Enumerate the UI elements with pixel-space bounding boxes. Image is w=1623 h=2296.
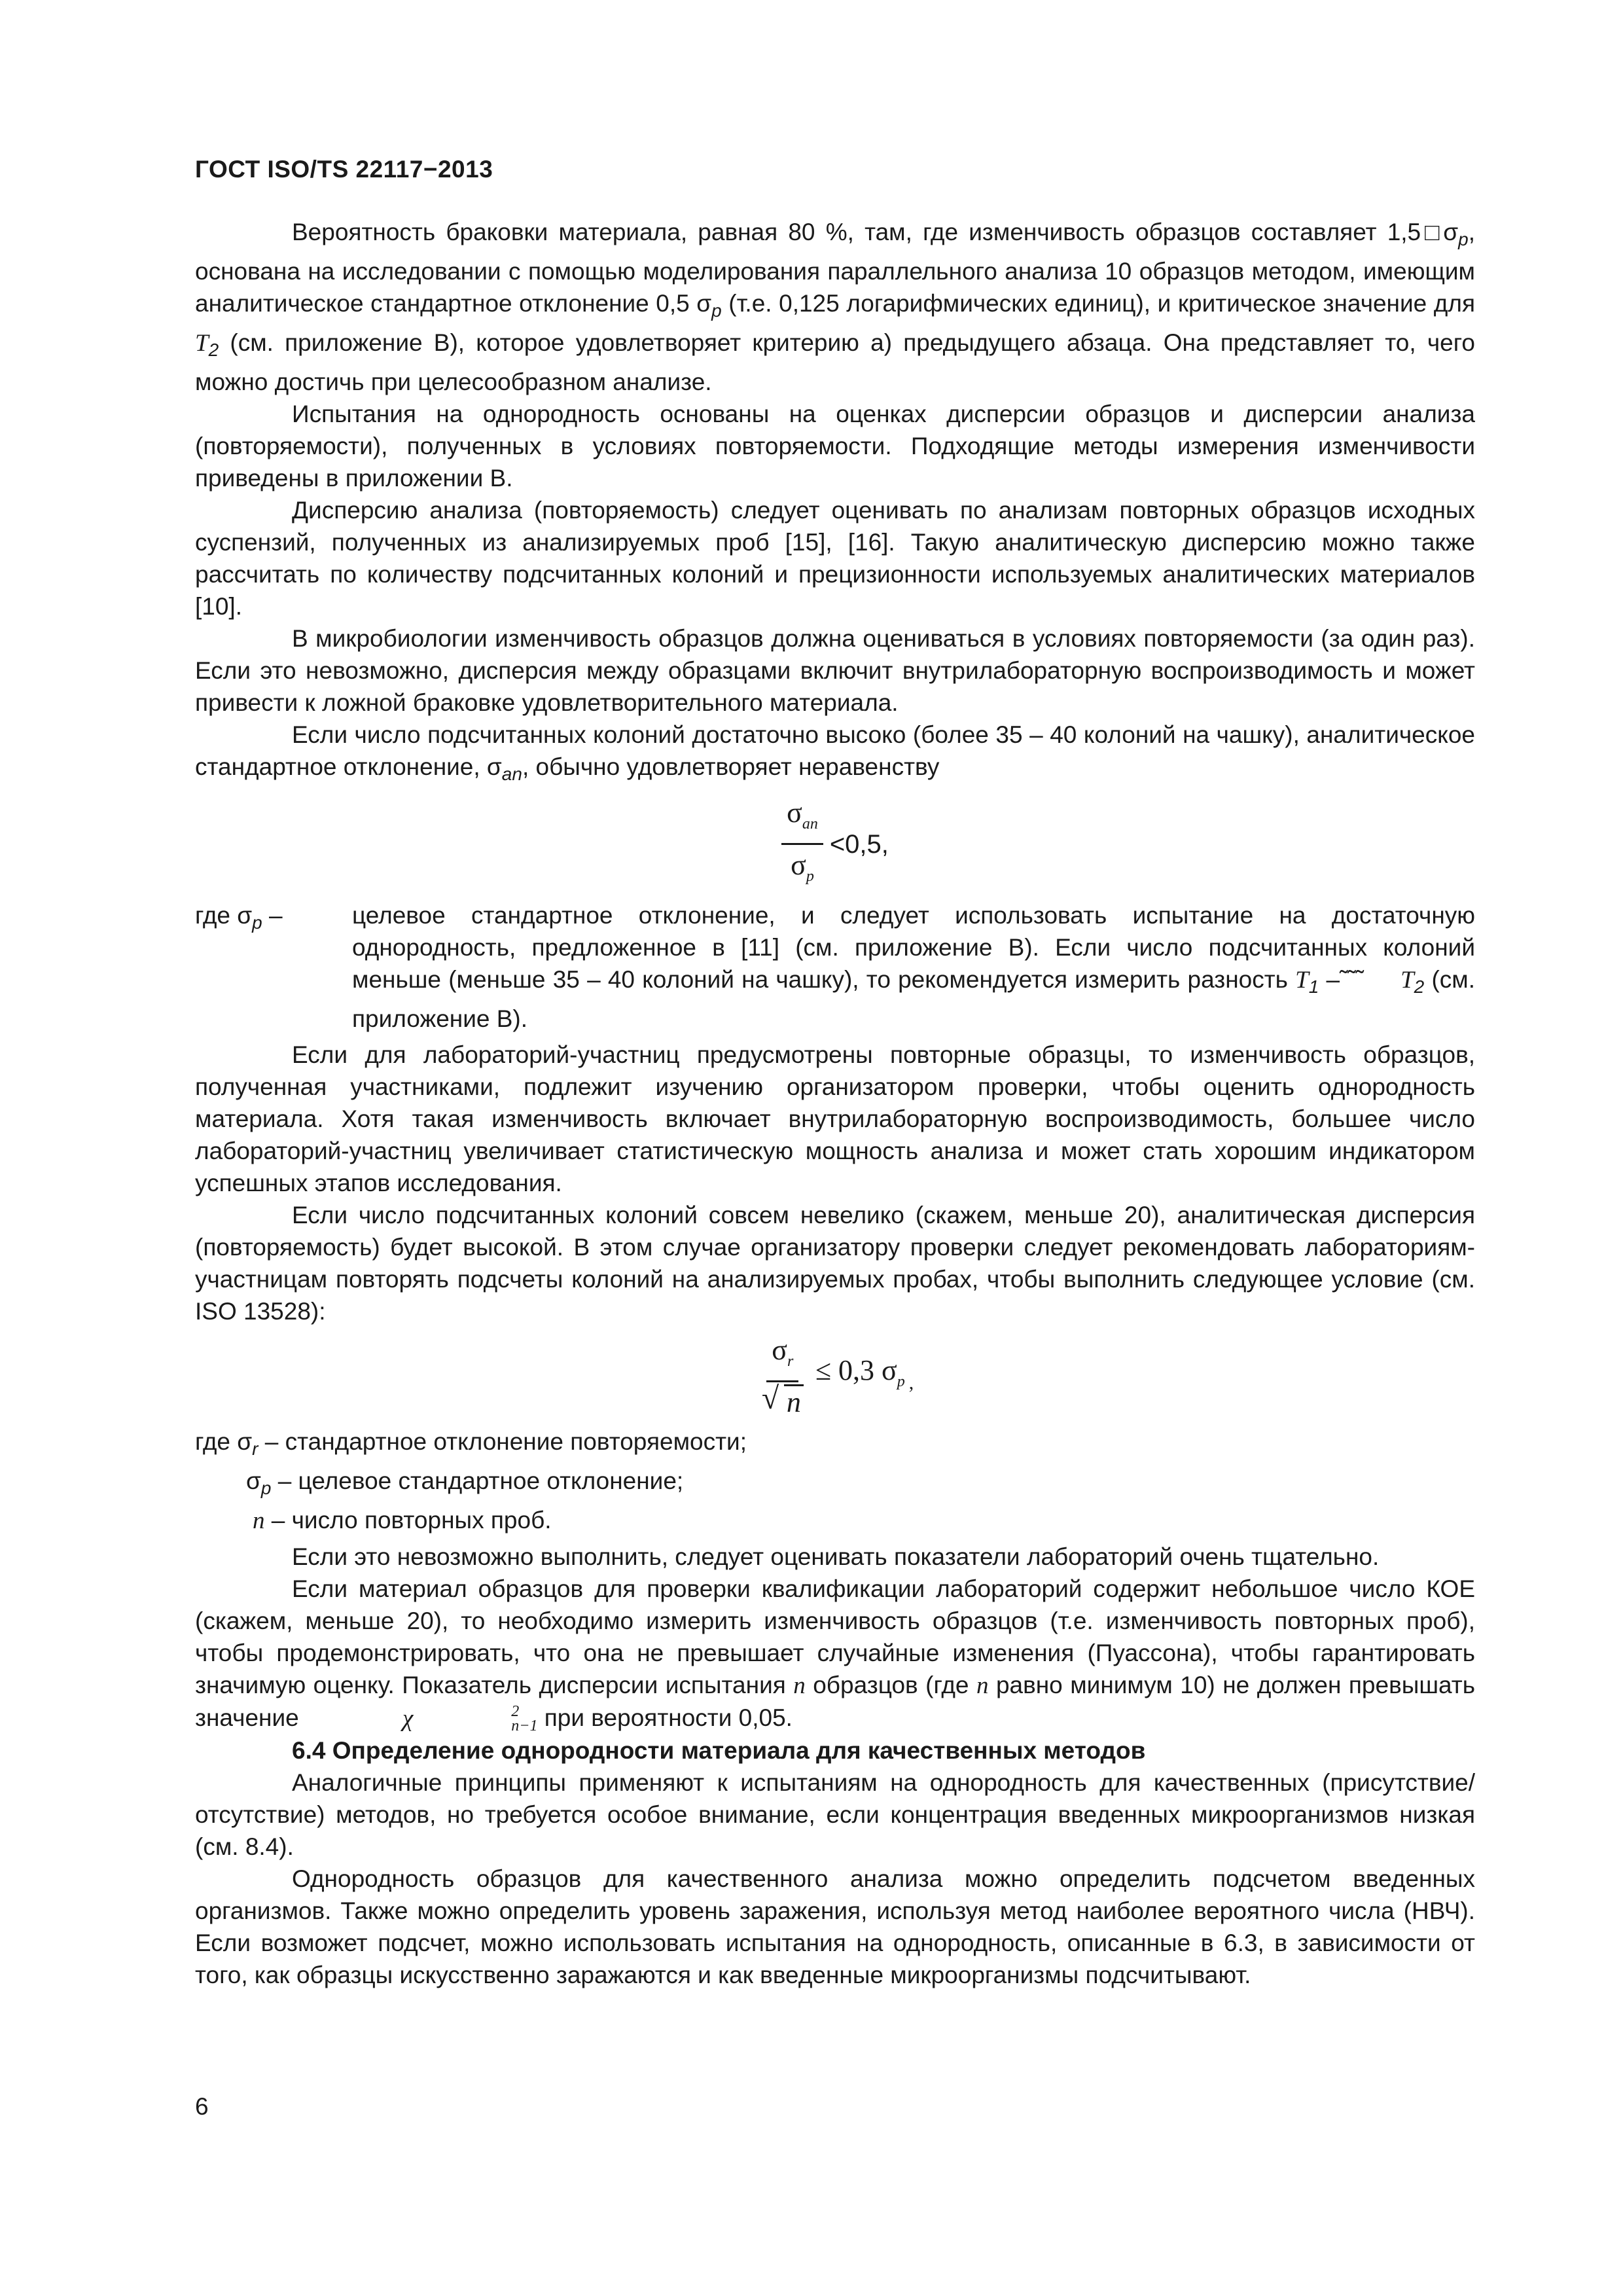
text-span: (см. приложение В). <box>352 966 1475 1032</box>
sigma-symbol: σ <box>791 849 806 881</box>
symbol-n: n <box>976 1672 989 1699</box>
text-span: ≤ 0,3 σ <box>815 1354 897 1386</box>
formula-repeatability <box>195 1334 1475 1419</box>
fraction <box>757 1334 809 1419</box>
text-span: целевое стандартное отклонение, и следует использовать испытание на достаточную однородность, предложенное в [11] (см. приложение В). Если число подсчитанных колоний меньше (меньше 35 – 40 колоний на чашку), то рекомендуется измерить разность <box>352 902 1475 993</box>
text-span: где σ <box>195 902 253 929</box>
definition-text: – число повторных проб. <box>264 1507 552 1534</box>
subscript: p <box>897 1373 905 1390</box>
symbol-t: T <box>1400 967 1414 994</box>
definition-row <box>195 1504 1475 1537</box>
formula-relation <box>815 1354 914 1399</box>
definition-term <box>195 1426 258 1465</box>
document-body <box>195 216 1475 1991</box>
subscript: p <box>252 912 262 933</box>
definition-block-2 <box>195 1426 1475 1537</box>
paragraph-4: В микробиологии изменчивость образцов должна оцениваться в условиях повторяемости (за один раз). Если это невозможно, дисперсия между образцами включит внутрилабораторную воспроизводимость и может привести к ложной браковке удовлетворительного материала. <box>195 625 1475 716</box>
definition-text: – целевое стандартное отклонение; <box>271 1467 684 1494</box>
chi-letter: χ <box>402 1705 414 1732</box>
sigma-symbol: σ <box>787 797 802 829</box>
superscript: 2 <box>511 1702 520 1720</box>
text-span: (т.е. 0,125 логарифмических единиц), и критическое значение для <box>721 290 1475 317</box>
subscript: 2 <box>1414 977 1425 997</box>
definition-text: – стандартное отклонение повторяемости; <box>258 1428 747 1455</box>
paragraph-11: Однородность образцов для качественного анализа можно определить подсчетом введенных организмов. Также можно определить уровень заражения, используя метод наиболее вероятного числа (НВЧ). Если возможет подсчет, можно использовать испытания на однородность, описанные в 6.3, в зависимости от того, как образцы искусственно заражаются и как введенные микроорганизмы подсчитывают. <box>195 1865 1475 1988</box>
text-span: , основана на исследовании с помощью моделирования параллельного анализа 10 образцов методом, имеющим аналитическое стандартное отклонение 0,5 σ <box>195 219 1475 317</box>
paragraph-6: Если для лабораторий-участниц предусмотрены повторные образцы, то изменчивость образцов, полученная участниками, подлежит изучению организатором проверки, чтобы оценить однородность материала. Хотя такая изменчивость включает внутрилабораторную воспроизводимость, большее число лабораторий-участниц увеличивает статистическую мощность анализа и может стать хорошим индикатором успешных этапов исследования. <box>195 1041 1475 1196</box>
fraction-numerator <box>766 1334 798 1382</box>
paragraph-1 <box>195 216 1475 398</box>
fraction <box>781 797 823 893</box>
chi-square-symbol <box>306 1702 537 1734</box>
text-span: Если число подсчитанных колоний достаточно высоко (более 35 – 40 колоний на чашку), аналитическое стандартное отклонение, σ <box>195 721 1475 780</box>
text-span: , <box>908 1372 914 1393</box>
subscript: p <box>806 868 814 885</box>
fraction-denominator <box>785 845 819 893</box>
symbol-t: T <box>1295 967 1309 994</box>
fraction-numerator <box>781 797 823 845</box>
subscript: p <box>260 1478 272 1498</box>
text-span: –˜˜˜ <box>1319 966 1401 993</box>
definition-term <box>195 899 352 1035</box>
chi-scripts <box>414 1704 537 1733</box>
formula-variance-ratio <box>195 797 1475 893</box>
definition-text <box>352 899 1475 1035</box>
text-span: Если материал образцов для проверки квалификации лабораторий содержит небольшое число КОЕ (скажем, меньше 20), то необходимо измерить изменчивость образцов (т.е. изменчивость повторных проб), чтобы продемонстрировать, что она не превышает случайные изменения (Пуассона), чтобы гарантировать значимую оценку. Показатель дисперсии испытания <box>195 1575 1475 1698</box>
text-span: образцов (где <box>805 1672 976 1698</box>
subscript: n−1 <box>511 1717 538 1734</box>
paragraph-8: Если это невозможно выполнить, следует оценивать показатели лабораторий очень тщательно. <box>292 1543 1380 1570</box>
definition-block-1 <box>195 899 1475 1035</box>
text-span: равно минимум 10) не должен превышать значение <box>195 1672 1475 1731</box>
text-span: , обычно удовлетворяет неравенству <box>522 753 940 780</box>
subscript: an <box>802 816 818 833</box>
text-span: σ <box>246 1467 261 1494</box>
dash: – <box>262 902 283 929</box>
square-root <box>761 1381 804 1419</box>
sigma-symbol: σ <box>772 1334 787 1366</box>
section-heading: 6.4 Определение однородности материала для качественных методов <box>292 1737 1146 1764</box>
symbol-t: T <box>195 330 209 357</box>
paragraph-10: Аналогичные принципы применяют к испытаниям на однородность для качественных (присутствие/отсутствие) методов, но требуется особое внимание, если концентрация введенных микроорганизмов низкая (см. 8.4). <box>195 1769 1475 1860</box>
definition-row <box>195 899 1475 1035</box>
subscript: 2 <box>208 340 219 360</box>
subscript: r <box>787 1353 794 1370</box>
radical-sign: √ <box>761 1381 779 1416</box>
document-header: ГОСТ ISO/TS 22117−2013 <box>195 156 493 183</box>
subscript: an <box>501 764 522 784</box>
page-number: 6 <box>195 2093 209 2120</box>
formula-relation: <0,5, <box>829 830 889 859</box>
subscript: p <box>711 300 722 321</box>
radicand: n <box>784 1384 804 1418</box>
definition-term <box>246 1465 271 1504</box>
definition-term: n <box>253 1507 265 1534</box>
paragraph-7: Если число подсчитанных колоний совсем невелико (скажем, меньше 20), аналитическая дисперсия (повторяемость) будет высокой. В этом случае организатору проверки следует рекомендовать лабораториям-участницам повторять подсчеты колоний на анализируемых пробах, чтобы выполнить следующее условие (см. ISO 13528): <box>195 1202 1475 1325</box>
paragraph-5 <box>195 719 1475 790</box>
paragraph-9 <box>195 1573 1475 1734</box>
paragraph-3: Дисперсию анализа (повторяемость) следует оценивать по анализам повторных образцов исходных суспензий, полученных из анализируемых проб [15], [16]. Такую аналитическую дисперсию можно также рассчитать по количеству подсчитанных колоний и прецизионности используемых аналитических материалов [10]. <box>195 497 1475 620</box>
symbol-n: n <box>793 1672 806 1699</box>
definition-row <box>195 1426 1475 1465</box>
text-span: где σ <box>195 1428 253 1455</box>
fraction-denominator <box>757 1382 809 1419</box>
text-span: Вероятность браковки материала, равная 80 %, там, где изменчивость образцов составляет 1,5□σ <box>292 219 1459 245</box>
text-span: (см. приложение В), которое удовлетворяет критерию а) предыдущего абзаца. Она представляет то, чего можно достичь при целесообразном анализе. <box>195 329 1475 395</box>
text-span: при вероятности 0,05. <box>537 1704 793 1731</box>
subscript: r <box>252 1439 259 1459</box>
definition-row <box>195 1465 1475 1504</box>
paragraph-2: Испытания на однородность основаны на оценках дисперсии образцов и дисперсии анализа (повторяемости), полученных в условиях повторяемости. Подходящие методы измерения изменчивости приведены в приложении В. <box>195 401 1475 492</box>
subscript: 1 <box>1308 977 1319 997</box>
subscript: p <box>1458 229 1469 249</box>
